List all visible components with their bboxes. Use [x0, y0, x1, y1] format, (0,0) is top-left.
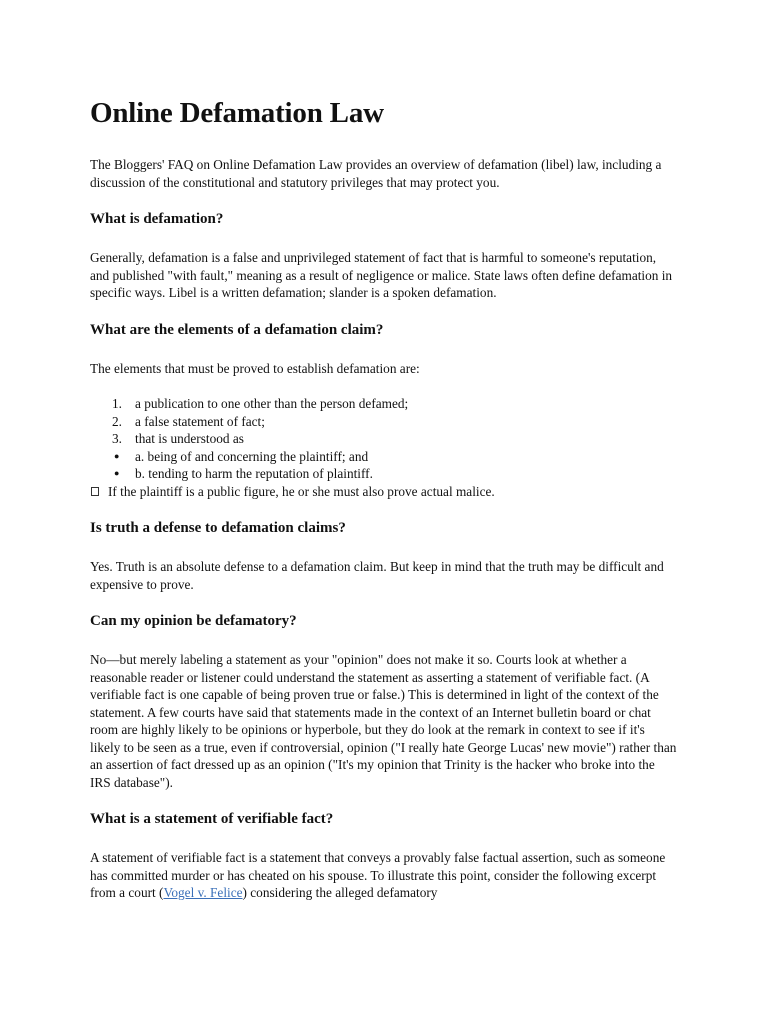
- list-item-text: that is understood as: [135, 431, 244, 446]
- list-item-text: a. being of and concerning the plaintiff; and: [135, 448, 369, 464]
- list-item: [90, 395, 678, 413]
- verifiable-text-before-link: A statement of verifiable fact is a statement that conveys a provably false factual assertion, such as someone has committed murder or has cheated on his spouse. To illustrate this point, consider the following excerpt from a court (: [90, 850, 666, 900]
- bullet-icon: ●: [114, 450, 120, 461]
- list-item: [90, 448, 678, 466]
- heading-what-is-defamation: What is defamation?: [90, 211, 224, 227]
- page-title: Online Defamation Law: [90, 97, 384, 129]
- list-item: [90, 430, 678, 448]
- elements-list: [90, 395, 678, 483]
- verifiable-fact-paragraph: [90, 849, 678, 902]
- bullet-icon: ●: [114, 468, 120, 478]
- list-item-text: a false statement of fact;: [135, 413, 265, 429]
- what-is-defamation-paragraph: Generally, defamation is a false and unprivileged statement of fact that is harmful to someone's reputation, and published "with fault," meaning as a result of negligence or malice. State laws often define defamation in specific ways. Libel is a written defamation; slander is a spoken defamation.: [90, 250, 673, 300]
- missing-glyph-box-icon: [91, 487, 99, 496]
- list-item: [90, 413, 678, 431]
- verifiable-text-after-link: ) considering the alleged defamatory: [242, 885, 438, 900]
- note-text: If the plaintiff is a public figure, he or she must also prove actual malice.: [108, 483, 495, 499]
- heading-verifiable-fact: What is a statement of verifiable fact?: [90, 811, 334, 827]
- heading-elements-of-claim: What are the elements of a defamation claim?: [90, 321, 384, 338]
- elements-lead-paragraph: The elements that must be proved to establish defamation are:: [90, 360, 420, 376]
- heading-opinion-defamatory: Can my opinion be defamatory?: [90, 613, 297, 629]
- intro-paragraph: The Bloggers' FAQ on Online Defamation Law provides an overview of defamation (libel) law, including a discussion of the constitutional and statutory privileges that may protect you.: [90, 157, 662, 190]
- vogel-v-felice-link[interactable]: Vogel v. Felice: [163, 885, 243, 900]
- list-marker: 1.: [112, 396, 122, 411]
- truth-defense-paragraph: Yes. Truth is an absolute defense to a defamation claim. But keep in mind that the truth may be difficult and expensive to prove.: [90, 559, 664, 592]
- list-marker: 2.: [112, 413, 122, 429]
- list-item: [90, 465, 678, 483]
- heading-truth-defense: Is truth a defense to defamation claims?: [90, 520, 346, 536]
- list-item-text: b. tending to harm the reputation of plaintiff.: [135, 466, 373, 481]
- opinion-paragraph: No—but merely labeling a statement as your "opinion" does not make it so. Courts look at whether a reasonable reader or listener could understand the statement as asserting a statement of verifiable fact. (A verifiable fact is one capable of being proven true or false.) This is determined in light of the context of the statement. A few courts have said that statements made in the context of an Internet bulletin board or chat room are highly likely to be opinions or hyperbole, but they do look at the remark in context to see if it's likely to be seen as a true, even if controversial, opinion ("I really hate George Lucas' new movie") rather than an assertion of fact dressed up as an opinion ("It's my opinion that Trinity is the hacker who broke into the IRS database").: [90, 652, 677, 790]
- list-item-text: a publication to one other than the person defamed;: [135, 396, 409, 411]
- list-marker: 3.: [112, 431, 122, 446]
- actual-malice-note: [90, 483, 678, 501]
